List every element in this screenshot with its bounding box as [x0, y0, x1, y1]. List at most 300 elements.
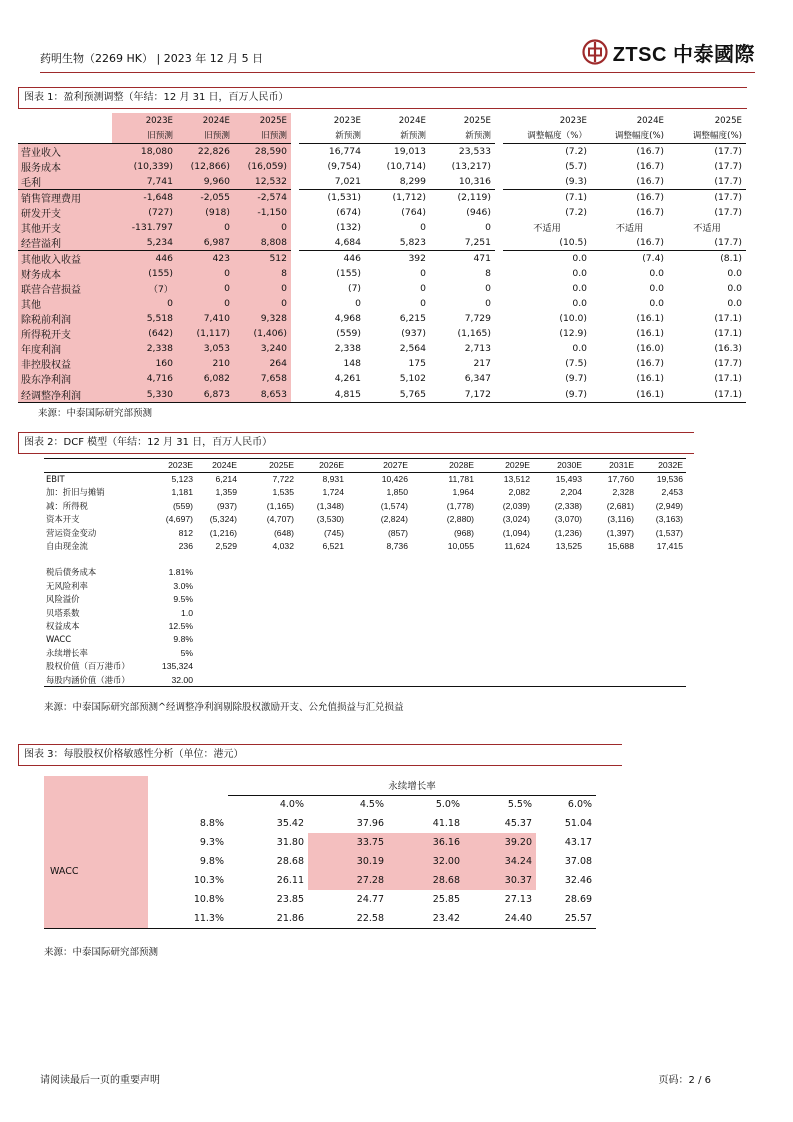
growth-value: 5.0%	[435, 799, 460, 811]
price-cell: 30.19	[308, 852, 388, 871]
row-label: 研发开支	[18, 205, 112, 220]
value-cell: (17.1)	[714, 388, 742, 400]
value-cell: 0	[177, 220, 234, 235]
value-cell: 2,713	[464, 343, 491, 355]
value-cell: (1,531)	[299, 189, 365, 205]
value-cell: 12,532	[234, 174, 291, 190]
value-cell: (1,165)	[266, 500, 294, 511]
value-cell: 0.0	[649, 298, 664, 310]
value-cell: (1,094)	[502, 527, 530, 538]
value-cell: (5.7)	[565, 160, 587, 172]
growth-value: 4.0%	[279, 799, 304, 811]
value-cell: (17.7)	[714, 236, 742, 248]
param-value: 9.8%	[173, 634, 193, 645]
ztsc-logo-icon	[582, 39, 608, 65]
param-label: WACC	[46, 634, 72, 645]
value-cell: 9,960	[177, 174, 234, 190]
value-cell: 217	[473, 358, 491, 370]
value-cell: 0	[420, 221, 426, 233]
table-row	[18, 205, 746, 220]
value-cell: 6,873	[177, 387, 234, 402]
param-value: 12.5%	[168, 620, 193, 631]
value-cell: 148	[343, 358, 361, 370]
value-cell: 5,102	[399, 373, 426, 385]
value-cell: 6,082	[177, 371, 234, 386]
value-cell: 5,518	[112, 311, 177, 326]
row-label: EBIT	[46, 474, 65, 485]
column-gap	[291, 371, 299, 386]
value-cell: 19,536	[656, 474, 683, 485]
value-cell: 8,931	[322, 474, 344, 485]
spacer-cell	[44, 553, 686, 566]
value-cell: (5,324)	[209, 514, 237, 525]
value-cell: (727)	[112, 205, 177, 220]
value-cell: 2,204	[560, 487, 582, 498]
table-row	[44, 814, 596, 833]
param-row	[44, 606, 686, 619]
value-cell: (7.2)	[503, 143, 591, 159]
value-cell: (559)	[172, 500, 193, 511]
column-gap	[495, 281, 503, 296]
value-cell: (7.4)	[591, 250, 668, 266]
value-cell: 1,724	[322, 487, 344, 498]
column-gap	[495, 250, 503, 266]
fig3-table	[44, 776, 596, 929]
table-row	[18, 266, 746, 281]
param-value: 5%	[180, 647, 193, 658]
value-cell: 3,240	[234, 341, 291, 356]
table-row	[18, 281, 746, 296]
row-label: 经营溢利	[18, 235, 112, 251]
value-cell: (1,397)	[606, 527, 634, 538]
value-cell: (7.5)	[565, 358, 587, 370]
value-cell: 不适用	[615, 223, 644, 235]
row-label: 资本开支	[46, 514, 80, 525]
table-row	[44, 472, 686, 485]
wacc-value: 9.8%	[199, 856, 224, 867]
column-header: 2023E	[156, 459, 196, 472]
param-row	[44, 633, 686, 646]
value-cell: (2,119)	[430, 189, 495, 205]
value-cell: 812	[178, 527, 193, 538]
column-header: 2025E	[240, 459, 297, 472]
footer-disclaimer: 请阅读最后一页的重要声明	[40, 1075, 160, 1086]
value-cell: (764)	[401, 206, 426, 218]
value-cell: (1,537)	[655, 527, 683, 538]
row-label: 自由现金流	[46, 541, 88, 552]
value-cell: 7,741	[112, 174, 177, 190]
value-cell: 0	[234, 220, 291, 235]
column-gap	[495, 128, 503, 143]
row-label: 减：所得税	[46, 500, 88, 511]
price-cell: 24.40	[504, 913, 532, 924]
value-cell: 23,533	[430, 143, 495, 159]
table-row	[18, 143, 746, 159]
value-cell: (2,681)	[606, 500, 634, 511]
fig3-title-text: 图表 3：每股股权价格敏感性分析（单位：港元）	[24, 749, 244, 760]
value-cell: 5,823	[399, 236, 426, 248]
blank-cell	[196, 619, 686, 632]
table-row	[18, 326, 746, 341]
value-cell: 6,215	[399, 313, 426, 325]
column-header: 2024E	[196, 459, 240, 472]
param-value: 9.5%	[173, 594, 193, 605]
value-cell: (9.7)	[565, 388, 587, 400]
price-cell: 43.17	[564, 837, 593, 848]
row-label: 股东净利润	[18, 371, 112, 386]
column-gap	[291, 128, 299, 143]
value-cell: 15,688	[607, 541, 634, 552]
param-label: 风险溢价	[46, 594, 80, 605]
value-cell: 5,123	[171, 474, 193, 485]
price-cell: 23.42	[432, 913, 460, 924]
row-label: 营运资金变动	[46, 527, 97, 538]
column-header: 2023E	[333, 115, 361, 126]
value-cell: (648)	[273, 527, 294, 538]
value-cell: (1,574)	[380, 500, 408, 511]
row-label: 除税前利润	[18, 311, 112, 326]
value-cell: -2,574	[234, 189, 291, 205]
value-cell: -131.797	[112, 220, 177, 235]
value-cell: 2,529	[215, 541, 237, 552]
value-cell: 7,658	[234, 371, 291, 386]
growth-value: 6.0%	[567, 799, 593, 811]
value-cell: (3,024)	[502, 514, 530, 525]
value-cell: 4,684	[334, 236, 361, 248]
value-cell: (1,117)	[177, 326, 234, 341]
value-cell: (17.7)	[714, 358, 742, 370]
value-cell: (16.7)	[636, 175, 664, 187]
value-cell: 0.0	[503, 250, 591, 266]
price-cell: 32.46	[564, 875, 593, 886]
value-cell: 8	[485, 267, 491, 279]
footer-page-number: 页码：2 / 6	[658, 1075, 711, 1086]
fig2-title	[18, 432, 694, 454]
value-cell: 0	[234, 281, 291, 296]
value-cell: (10.5)	[559, 236, 587, 248]
value-cell: 8,299	[399, 175, 426, 187]
value-cell: 不适用	[533, 223, 561, 235]
value-cell: 8,808	[234, 235, 291, 251]
column-header: 2026E	[297, 459, 347, 472]
value-cell: -1,648	[112, 189, 177, 205]
report-date: 2023 年 12 月 5 日	[163, 52, 264, 65]
blank-cell	[196, 646, 686, 659]
column-gap	[495, 371, 503, 386]
fig1-table	[18, 113, 746, 403]
value-cell: 0	[420, 282, 426, 294]
value-cell: 1,181	[171, 487, 193, 498]
value-cell: 9,328	[234, 311, 291, 326]
column-gap	[495, 387, 503, 402]
value-cell: 0	[177, 296, 234, 311]
growth-value: 5.5%	[507, 799, 532, 811]
column-header: 旧预测	[177, 128, 234, 143]
table-row	[44, 513, 686, 526]
header-info	[40, 50, 263, 66]
column-gap	[291, 326, 299, 341]
table-row	[18, 250, 746, 266]
value-cell: 2,453	[661, 487, 683, 498]
growth-header: 永续增长率	[228, 776, 596, 795]
price-cell: 28.68	[388, 871, 464, 890]
value-cell: 423	[177, 250, 234, 266]
column-gap	[495, 189, 503, 205]
column-header: 2028E	[411, 459, 477, 472]
value-cell: 17,415	[656, 541, 683, 552]
value-cell: 0.0	[572, 343, 587, 355]
column-gap	[495, 220, 503, 235]
value-cell: (3,116)	[607, 514, 634, 525]
row-label: 加：折旧与摊销	[46, 487, 105, 498]
value-cell: (17.7)	[714, 175, 742, 187]
logo-latin: ZTSC	[612, 43, 667, 66]
column-header: 2025E	[234, 113, 291, 128]
column-gap	[291, 311, 299, 326]
value-cell: (12,866)	[177, 159, 234, 174]
table-row	[18, 174, 746, 190]
column-header: 2025E	[714, 115, 742, 126]
growth-value: 4.5%	[359, 799, 384, 811]
value-cell: (132)	[336, 221, 361, 233]
value-cell: 264	[234, 356, 291, 371]
fig1-title-text: 图表 1：盈利预测调整（年结：12 月 31 日，百万人民币）	[24, 92, 289, 103]
value-cell: 7,251	[464, 236, 491, 248]
value-cell: (16.7)	[636, 358, 664, 370]
price-cell: 28.69	[564, 894, 593, 905]
value-cell: (2,880)	[446, 514, 474, 525]
column-gap	[495, 235, 503, 251]
value-cell: (2,949)	[655, 500, 683, 511]
table-row	[44, 526, 686, 539]
value-cell: 10,316	[458, 175, 491, 187]
value-cell: (1,165)	[457, 328, 491, 340]
price-cell: 36.16	[388, 833, 464, 852]
value-cell: 16,774	[299, 143, 365, 159]
column-gap	[291, 143, 299, 159]
value-cell: (7)	[347, 282, 361, 294]
value-cell: (8.1)	[668, 250, 746, 266]
param-row	[44, 646, 686, 659]
fig3-source: 来源：中泰国际研究部预测	[44, 947, 159, 958]
header-rule	[40, 72, 755, 73]
value-cell: 17,760	[607, 474, 634, 485]
value-cell: (17.7)	[714, 160, 742, 172]
column-header: 新预测	[465, 131, 491, 142]
value-cell: (10,714)	[386, 160, 426, 172]
value-cell: 7,021	[334, 175, 361, 187]
row-label: 联营合营损益	[18, 281, 112, 296]
value-cell: 0	[485, 221, 491, 233]
value-cell: 4,815	[334, 388, 361, 400]
value-cell: 0	[485, 298, 491, 310]
column-gap	[495, 296, 503, 311]
fig2-title-text: 图表 2：DCF 模型（年结：12 月 31 日，百万人民币）	[24, 437, 273, 448]
value-cell: (937)	[216, 500, 237, 511]
value-cell: (674)	[336, 206, 361, 218]
value-cell: 0	[177, 266, 234, 281]
logo-cjk: 中泰國際	[673, 43, 755, 66]
column-header: 调整幅度（%）	[527, 131, 587, 142]
value-cell: 11,781	[448, 474, 474, 485]
value-cell: (968)	[453, 527, 474, 538]
value-cell: (559)	[336, 328, 361, 340]
value-cell: (4,697)	[165, 514, 193, 525]
value-cell: (16.0)	[636, 343, 664, 355]
value-cell: 5,765	[399, 388, 426, 400]
value-cell: 6,521	[322, 541, 344, 552]
table-header-row	[44, 459, 686, 472]
price-cell: 26.11	[276, 875, 304, 886]
blank-cell	[196, 579, 686, 592]
blank-cell	[196, 593, 686, 606]
column-header: 2024E	[177, 113, 234, 128]
value-cell: 0.0	[572, 282, 587, 294]
table-row	[44, 486, 686, 499]
value-cell: -1,150	[234, 205, 291, 220]
value-cell: (9,754)	[327, 160, 361, 172]
column-gap	[495, 205, 503, 220]
column-gap	[291, 220, 299, 235]
table-row	[18, 341, 746, 356]
column-header: 2031E	[585, 459, 637, 472]
value-cell: 0.0	[572, 298, 587, 310]
price-cell: 37.08	[564, 856, 593, 867]
wacc-label: WACC	[44, 814, 148, 928]
value-cell: -2,055	[177, 189, 234, 205]
value-cell: 6,214	[215, 474, 237, 485]
param-label: 每股内涵价值（港币）	[46, 674, 130, 685]
value-cell: 0	[420, 298, 426, 310]
value-cell: 0.0	[649, 282, 664, 294]
value-cell: (13,217)	[451, 160, 491, 172]
blank-cell	[196, 659, 686, 672]
value-cell: (16,059)	[234, 159, 291, 174]
table-row	[18, 371, 746, 386]
wacc-value: 8.8%	[199, 818, 224, 829]
table-row	[18, 220, 746, 235]
value-cell: 13,525	[555, 541, 582, 552]
column-gap	[291, 296, 299, 311]
param-row	[44, 673, 686, 686]
column-gap	[291, 159, 299, 174]
wacc-value: 10.3%	[193, 875, 224, 886]
price-cell: 27.13	[504, 894, 532, 905]
value-cell: (9.3)	[565, 175, 587, 187]
value-cell: (4,707)	[266, 514, 294, 525]
value-cell: (17.7)	[714, 206, 742, 218]
row-label: 其他开支	[18, 220, 112, 235]
value-cell: 11,624	[504, 541, 530, 552]
column-header: 2024E	[398, 115, 426, 126]
price-cell: 32.00	[388, 852, 464, 871]
row-label: 财务成本	[18, 266, 112, 281]
value-cell: 15,493	[555, 474, 582, 485]
value-cell: 8	[234, 266, 291, 281]
table-row	[44, 539, 686, 552]
row-label: 所得税开支	[18, 326, 112, 341]
value-cell: (16.7)	[591, 143, 668, 159]
column-gap	[495, 266, 503, 281]
column-gap	[495, 341, 503, 356]
column-gap	[495, 326, 503, 341]
param-value: 135,324	[161, 661, 193, 672]
value-cell: (16.1)	[636, 388, 664, 400]
column-gap	[291, 235, 299, 251]
value-cell: 210	[177, 356, 234, 371]
row-label: 服务成本	[18, 159, 112, 174]
value-cell: 18,080	[112, 143, 177, 159]
value-cell: 0	[177, 281, 234, 296]
value-cell: (17.1)	[714, 313, 742, 325]
column-header: 2032E	[637, 459, 686, 472]
header-blank	[18, 128, 112, 143]
column-header: 调整幅度(%)	[614, 131, 664, 142]
value-cell: 236	[178, 541, 193, 552]
row-label: 销售管理费用	[18, 189, 112, 205]
fig1-title	[18, 87, 747, 109]
value-cell: 0	[355, 298, 361, 310]
table-header-row	[44, 776, 596, 795]
value-cell: (17.7)	[668, 189, 746, 205]
value-cell: 6,987	[177, 235, 234, 251]
column-gap	[291, 356, 299, 371]
param-row	[44, 566, 686, 579]
price-cell: 24.77	[356, 894, 384, 905]
value-cell: 不适用	[693, 223, 721, 235]
column-gap	[291, 387, 299, 402]
column-gap	[291, 174, 299, 190]
value-cell: 160	[112, 356, 177, 371]
value-cell: (16.1)	[636, 313, 664, 325]
value-cell: 19,013	[365, 143, 430, 159]
table-row	[18, 296, 746, 311]
column-header: 2029E	[477, 459, 533, 472]
value-cell: (16.7)	[636, 206, 664, 218]
column-gap	[291, 189, 299, 205]
row-label: 经调整净利润	[18, 387, 112, 402]
spacer-row	[44, 553, 686, 566]
price-cell: 25.57	[564, 913, 593, 924]
value-cell: (155)	[112, 266, 177, 281]
value-cell: (17.1)	[714, 328, 742, 340]
price-cell: 23.85	[276, 894, 304, 905]
value-cell: 471	[430, 250, 495, 266]
value-cell: 0.0	[727, 298, 742, 310]
value-cell: 5,234	[112, 235, 177, 251]
column-gap	[495, 143, 503, 159]
value-cell: 512	[234, 250, 291, 266]
value-cell: 5,330	[112, 387, 177, 402]
column-header: 旧预测	[234, 128, 291, 143]
wacc-value: 10.8%	[193, 894, 224, 905]
row-label: 其他收入收益	[18, 250, 112, 266]
value-cell: 0.0	[727, 282, 742, 294]
column-gap	[291, 266, 299, 281]
column-gap	[495, 311, 503, 326]
value-cell: (16.1)	[636, 328, 664, 340]
price-cell: 35.42	[276, 818, 304, 829]
column-gap	[495, 113, 503, 128]
value-cell: 1,850	[386, 487, 408, 498]
value-cell: 392	[365, 250, 430, 266]
value-cell: (946)	[466, 206, 491, 218]
table-row	[18, 189, 746, 205]
column-header: 2024E	[636, 115, 664, 126]
param-label: 无风险利率	[46, 580, 88, 591]
value-cell: (642)	[112, 326, 177, 341]
column-header: 2030E	[533, 459, 585, 472]
